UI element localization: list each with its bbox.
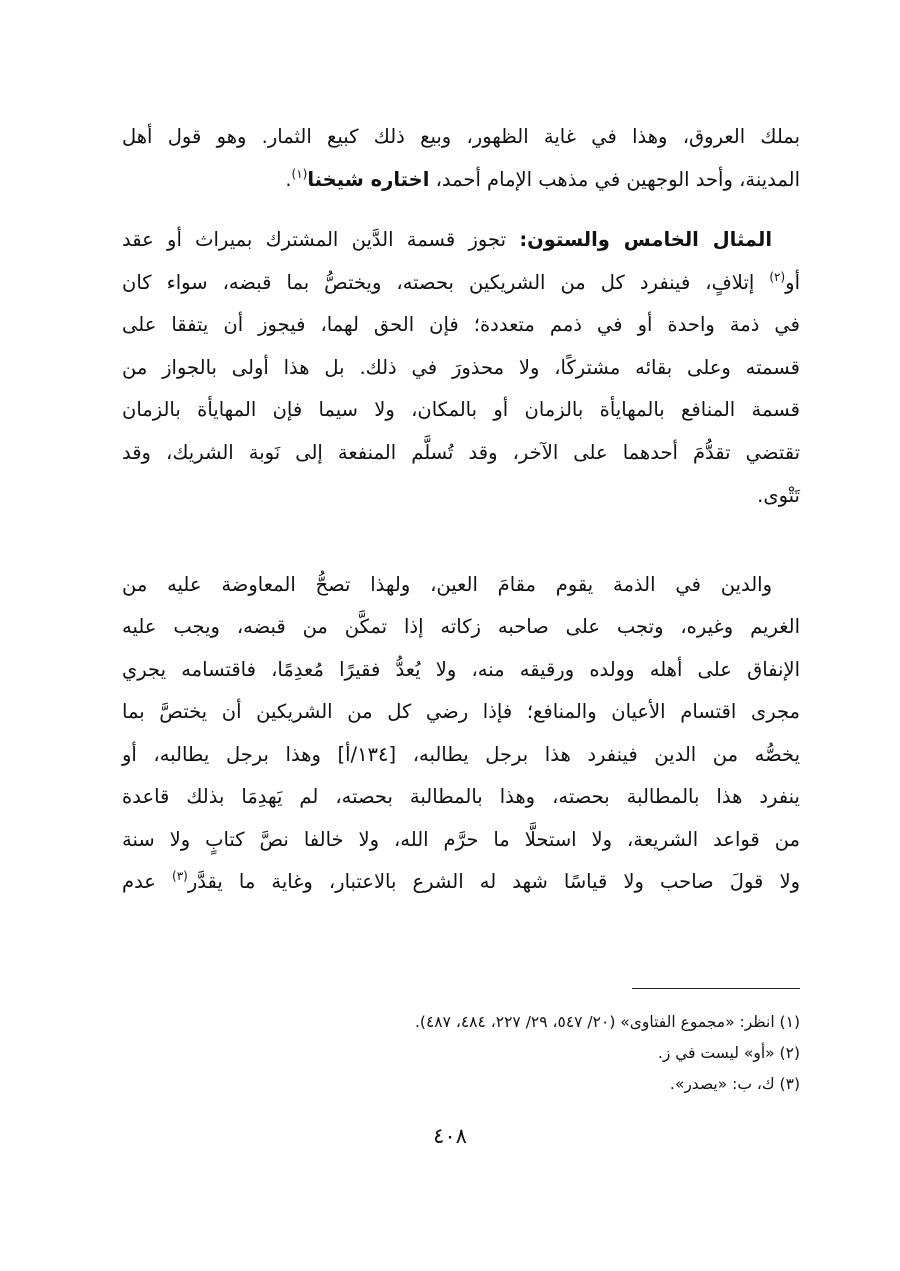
text-line <box>122 570 772 600</box>
text-line <box>122 782 800 812</box>
footnote-3: (٣) ك، ب: «يصدر». <box>669 1075 800 1093</box>
text-line <box>122 612 800 642</box>
footnote-ref: (٣) <box>172 869 188 883</box>
bold-text: اختاره شيخنا <box>307 168 430 191</box>
page-number: ٤٠٨ <box>433 1124 467 1148</box>
text-line <box>122 867 800 897</box>
text-line <box>122 438 800 468</box>
text-segment: المدينة، وأحد الوجهين في مذهب الإمام أحمد، <box>429 168 800 191</box>
text-segment: تقتضي تقدُّمَ أحدهما على الآخر، وقد تُسلَّم المنفعة إلى نَوبة الشريك، وقد <box>122 441 800 464</box>
text-line <box>122 740 800 770</box>
text-line <box>122 122 800 152</box>
text-segment: قسمة المنافع بالمهايأة بالزمان أو بالمكان، ولا سيما فإن المهايأة بالزمان <box>122 398 800 421</box>
text-segment: مجرى اقتسام الأعيان والمنافع؛ فإذا رضي كل من الشريكين أن يختصَّ بما <box>122 700 800 723</box>
text-segment: الإنفاق على أهله وولده ورقيقه منه، ولا يُعدُّ فقيرًا مُعدِمًا، فاقتسامه يجري <box>122 658 800 681</box>
text-line <box>122 825 800 855</box>
text-line <box>122 268 800 298</box>
bold-text: المثال الخامس والستون: <box>519 228 772 251</box>
text-segment: تَتْوى. <box>757 484 800 507</box>
footnote-ref: (١) <box>291 167 308 181</box>
text-segment: تجوز قسمة الدَّين المشترك بميراث أو عقد <box>122 228 520 251</box>
text-line <box>122 395 800 425</box>
text-segment: ينفرد هذا بالمطالبة بحصته، وهذا بالمطالبة بحصته، لم يَهدِمَا بذلك قاعدة <box>122 785 800 808</box>
text-segment: إتلافٍ، فينفرد كل من الشريكين بحصته، ويختصُّ بما قبضه، سواء كان <box>122 271 770 294</box>
text-line <box>122 353 800 383</box>
text-segment: ولا قولَ صاحب ولا قياسًا شهد له الشرع بالاعتبار، وغاية ما يقدَّر <box>187 870 800 893</box>
text-segment: . <box>285 168 292 191</box>
footnote-2: (٢) «أو» ليست في ز. <box>657 1044 800 1062</box>
footnote-1: (١) انظر: «مجموع الفتاوى» (٢٠/ ٥٤٧، ٢٩/ ٢٢٧، ٤٨٤، ٤٨٧). <box>414 1013 800 1031</box>
text-segment: الغريم وغيره، وتجب على صاحبه زكاته إذا تمكَّن من قبضه، ويجب عليه <box>122 615 800 638</box>
text-segment: في ذمة واحدة أو في ذمم متعددة؛ فإن الحق لهما، فيجوز أن يتفقا على <box>122 313 800 336</box>
text-segment: والدين في الذمة يقوم مقامَ العين، ولهذا تصحُّ المعاوضة عليه من <box>122 573 772 596</box>
text-segment: يخصُّه من الدين فينفرد هذا برجل يطالبه، [١٣٤/أ] وهذا برجل يطالبه، أو <box>122 743 801 766</box>
footnote-divider <box>632 988 800 989</box>
footnote-ref: (٢) <box>769 270 786 284</box>
text-line <box>122 697 800 727</box>
text-line <box>122 481 800 511</box>
text-segment: من قواعد الشريعة، ولا استحلَّا ما حرَّم الله، ولا خالفا نصَّ كتابٍ ولا سنة <box>122 828 800 851</box>
text-segment: أو <box>785 271 800 294</box>
text-segment: قسمته وعلى بقائه مشتركًا، ولا محذورَ في ذلك. بل هذا أولى بالجواز من <box>122 356 800 379</box>
text-line <box>122 310 800 340</box>
text-segment: عدم <box>122 870 173 893</box>
text-segment: بملك العروق، وهذا في غاية الظهور، وبيع ذلك كبيع الثمار. وهو قول أهل <box>122 125 800 148</box>
text-line <box>122 655 800 685</box>
text-line <box>122 165 800 195</box>
text-line <box>122 225 772 255</box>
